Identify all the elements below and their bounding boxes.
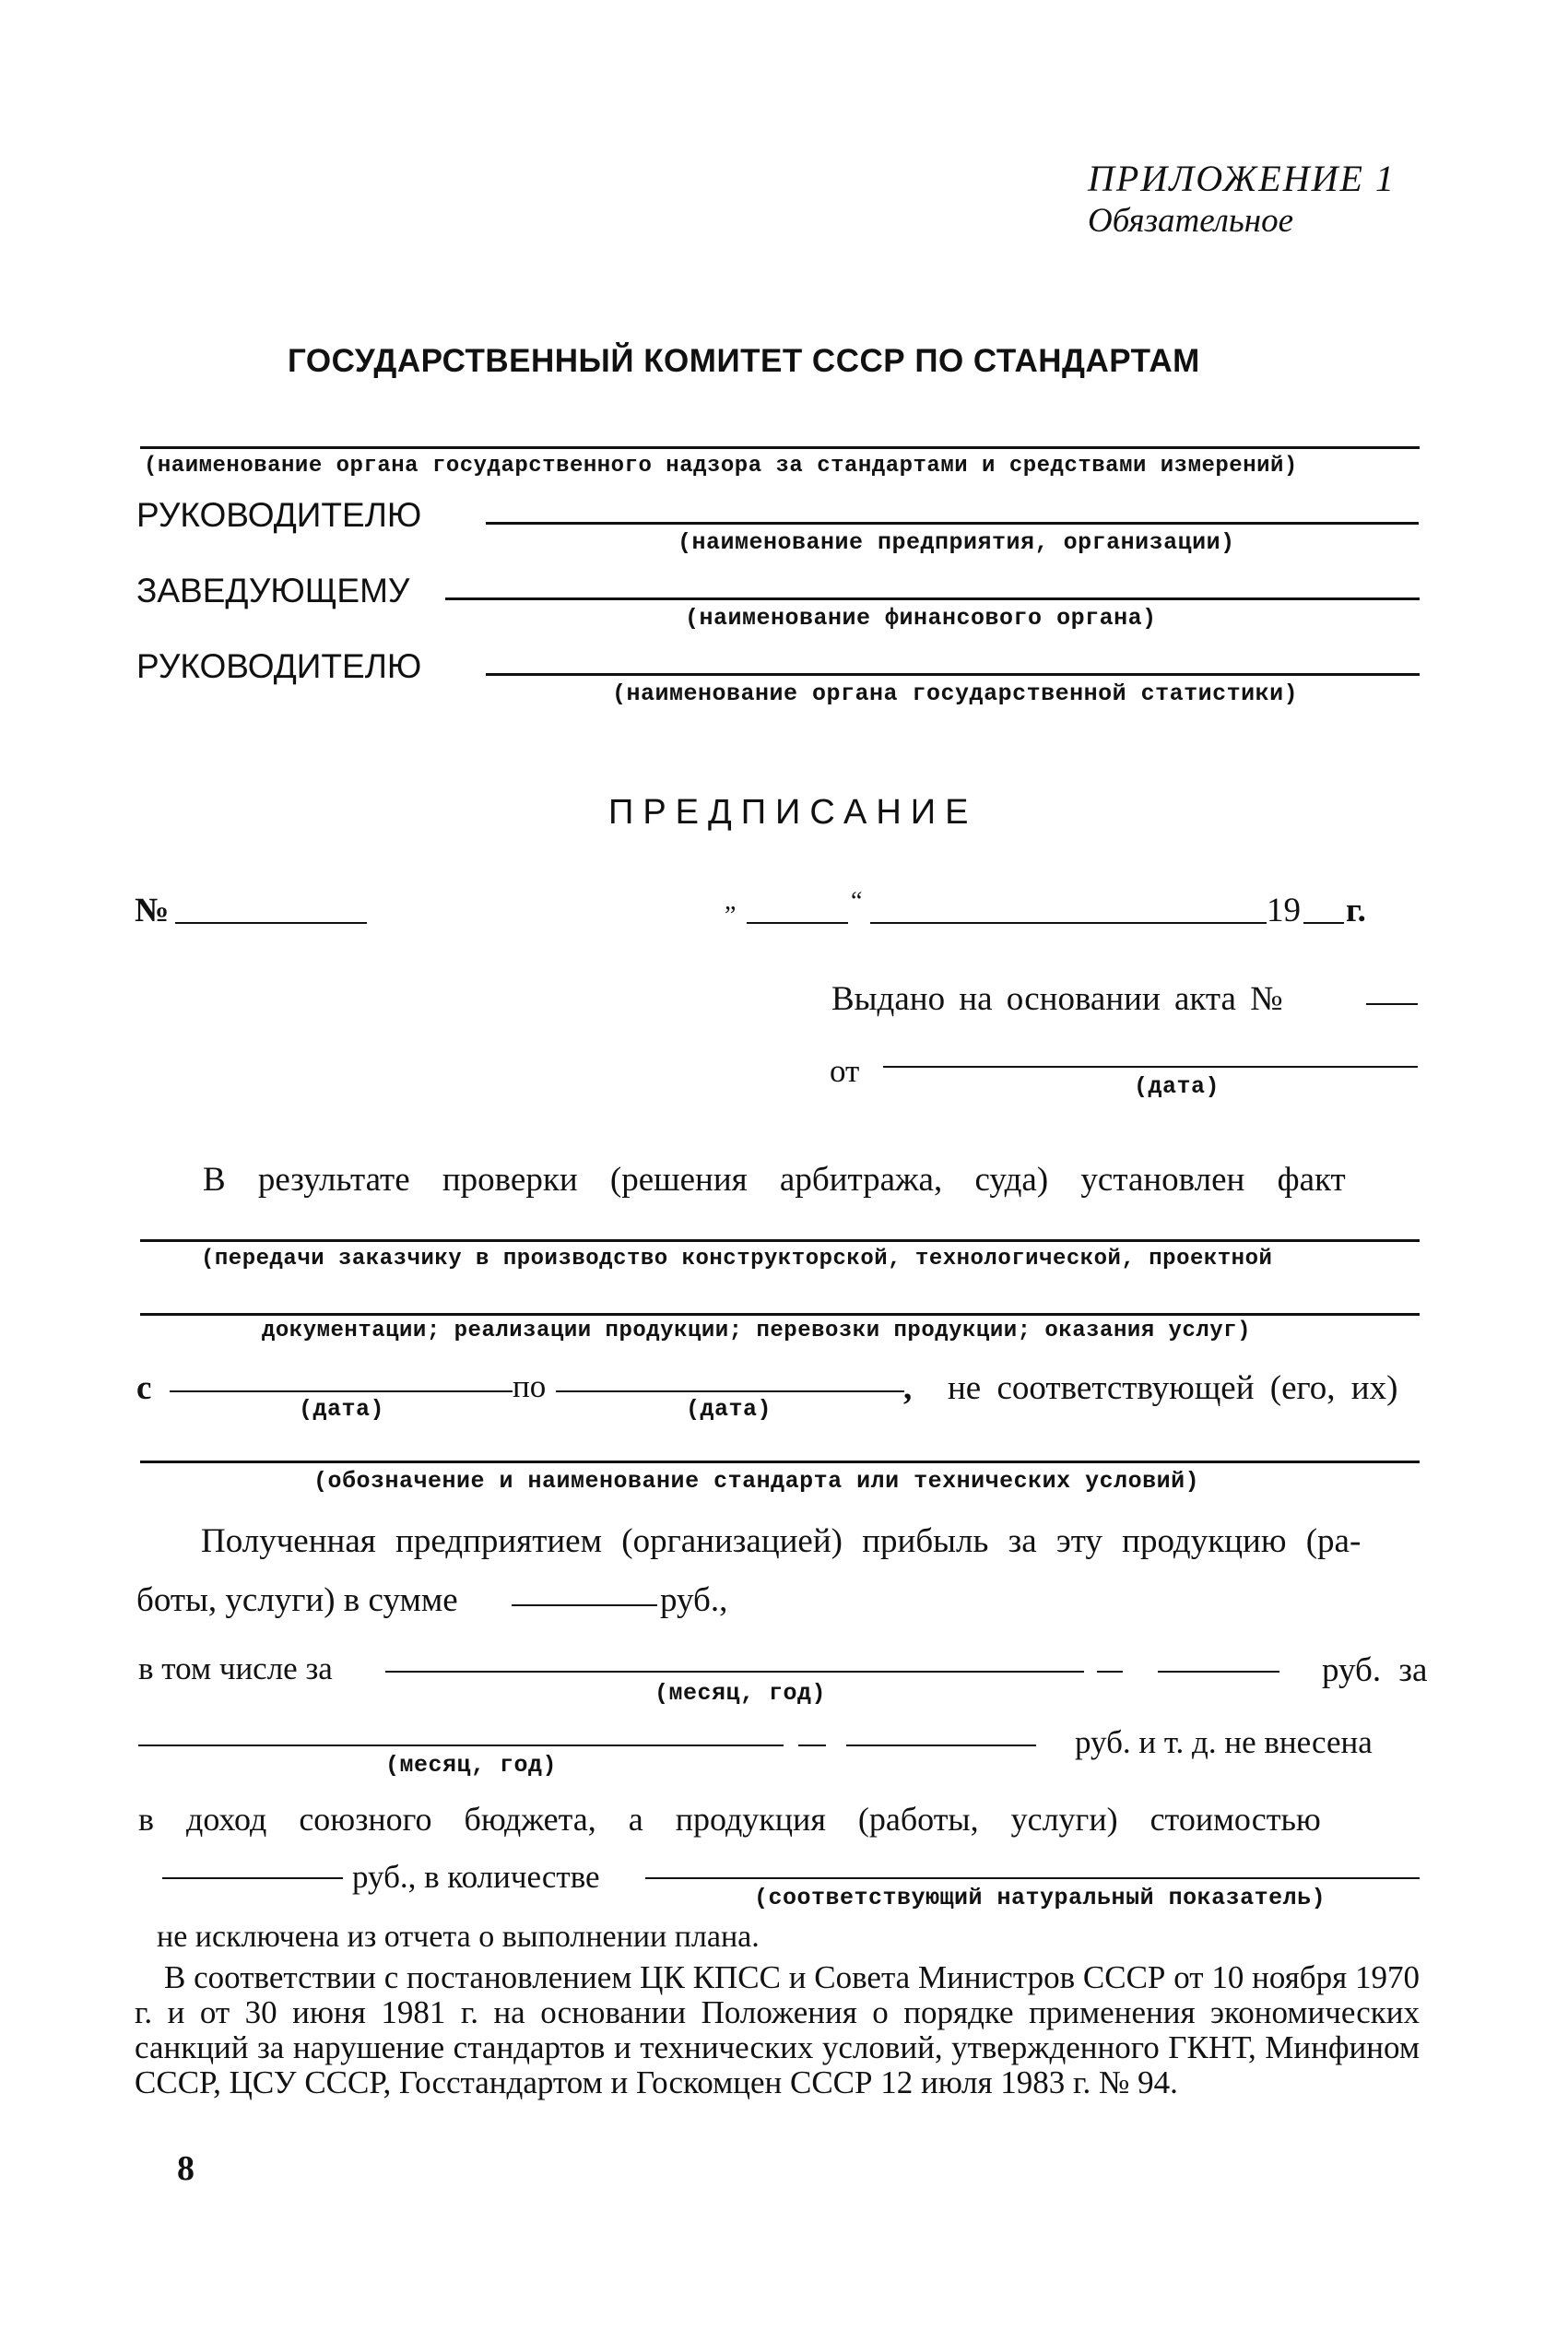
finance-line xyxy=(445,597,1420,600)
including-text: в том числе за xyxy=(138,1650,333,1686)
period-to-caption: (дата) xyxy=(686,1396,772,1423)
supervision-caption: (наименование органа государственного надзора за стандартами и средствами измерений) xyxy=(144,454,1298,479)
issued-from: от xyxy=(830,1053,860,1089)
profit-sum-line xyxy=(512,1604,657,1606)
documentation-caption: документации; реализации продукции; перевозки продукции; оказания услуг) xyxy=(262,1319,1251,1343)
second-sum-line xyxy=(846,1745,1036,1746)
number-line xyxy=(175,922,367,924)
issued-text: Выдано на основании акта № xyxy=(831,980,1283,1018)
transfer-line xyxy=(140,1239,1420,1242)
day-line xyxy=(747,922,848,924)
addressee-label-enterprise: РУКОВОДИТЕЛЮ xyxy=(136,496,422,534)
act-number-line xyxy=(1366,1003,1418,1005)
quote-open: „ xyxy=(725,887,737,916)
income-line: в доход союзного бюджета, а продукция (работы, услуги) стоимостью xyxy=(138,1801,1321,1838)
result-line: В результате проверки (решения арбитража, суда) установлен факт xyxy=(203,1161,1346,1199)
not-excluded-text: не исключена из отчета о выполнении плана. xyxy=(157,1920,760,1954)
including-month-caption: (месяц, год) xyxy=(654,1680,827,1707)
period-from-line xyxy=(170,1390,513,1392)
comma-sep: , xyxy=(903,1369,913,1407)
profit-rub: руб., xyxy=(660,1581,728,1619)
year-line xyxy=(1303,922,1344,924)
transfer-caption: (передачи заказчику в производство конструкторской, технологической, проектной xyxy=(201,1247,1273,1271)
year-prefix: 19 xyxy=(1267,892,1301,929)
cost-line xyxy=(162,1877,343,1879)
standard-caption: (обозначение и наименование стандарта или технических условий) xyxy=(313,1468,1200,1495)
rub-qty-text: руб., в количестве xyxy=(352,1859,600,1895)
finance-caption: (наименование финансового органа) xyxy=(685,605,1157,632)
number-sign: № xyxy=(135,892,170,929)
quantity-line xyxy=(645,1877,1420,1879)
addressee-label-statistics: РУКОВОДИТЕЛЮ xyxy=(136,647,422,685)
appendix-label: ПРИЛОЖЕНИЕ 1 xyxy=(1088,158,1396,199)
act-date-line xyxy=(883,1066,1418,1068)
rub-etc-text: руб. и т. д. не внесена xyxy=(1075,1724,1373,1760)
document-title: ПРЕДПИСАНИЕ xyxy=(608,793,978,832)
second-dash xyxy=(798,1745,826,1746)
standard-line xyxy=(140,1461,1420,1463)
addressee-label-finance: ЗАВЕДУЮЩЕМУ xyxy=(136,572,410,609)
statistics-line xyxy=(486,673,1420,676)
page-number: 8 xyxy=(177,2149,195,2188)
mandatory-label: Обязательное xyxy=(1088,202,1294,240)
second-month-line xyxy=(138,1745,784,1746)
period-to-line xyxy=(556,1390,904,1392)
committee-heading: ГОСУДАРСТВЕННЫЙ КОМИТЕТ СССР ПО СТАНДАРТАМ xyxy=(288,343,1200,379)
rub-za-text: руб. за xyxy=(1322,1651,1428,1689)
including-month-line xyxy=(385,1671,1084,1673)
period-to-word: по xyxy=(513,1368,547,1404)
documentation-line xyxy=(140,1313,1420,1316)
including-dash xyxy=(1097,1671,1123,1673)
statistics-caption: (наименование органа государственной статистики) xyxy=(612,680,1299,707)
second-month-caption: (месяц, год) xyxy=(385,1752,558,1779)
act-date-caption: (дата) xyxy=(1134,1073,1220,1100)
year-suffix: г. xyxy=(1346,892,1366,929)
supervision-line xyxy=(140,446,1420,449)
month-line xyxy=(870,922,1267,924)
profit-line-1: Полученная предприятием (организацией) прибыль за эту продукцию (ра- xyxy=(201,1522,1362,1560)
including-sum-line xyxy=(1158,1671,1279,1673)
quote-close: “ xyxy=(851,887,863,916)
enterprise-line xyxy=(486,522,1419,525)
indicator-caption: (соответствующий натуральный показатель) xyxy=(754,1885,1326,1911)
not-matching-text: не соответствующей (его, их) xyxy=(948,1369,1398,1407)
period-from-word: с xyxy=(136,1369,152,1407)
decree-paragraph: В соответствии с постановлением ЦК КПСС и Совета Министров СССР от 10 ноября 1970 г. и от 30 июня 1981 г. на основании Положения о порядке применения экономических санкций за нарушение стандартов и технических условий, утвержденного ГКНТ, Минфином СССР, ЦСУ СССР, Госстандартом и Госкомцен СССР 12 июля 1983 г. № 94. xyxy=(135,1959,1420,2100)
profit-line-2: боты, услуги) в сумме xyxy=(136,1581,458,1619)
period-from-caption: (дата) xyxy=(299,1396,385,1423)
enterprise-caption: (наименование предприятия, организации) xyxy=(678,529,1235,556)
